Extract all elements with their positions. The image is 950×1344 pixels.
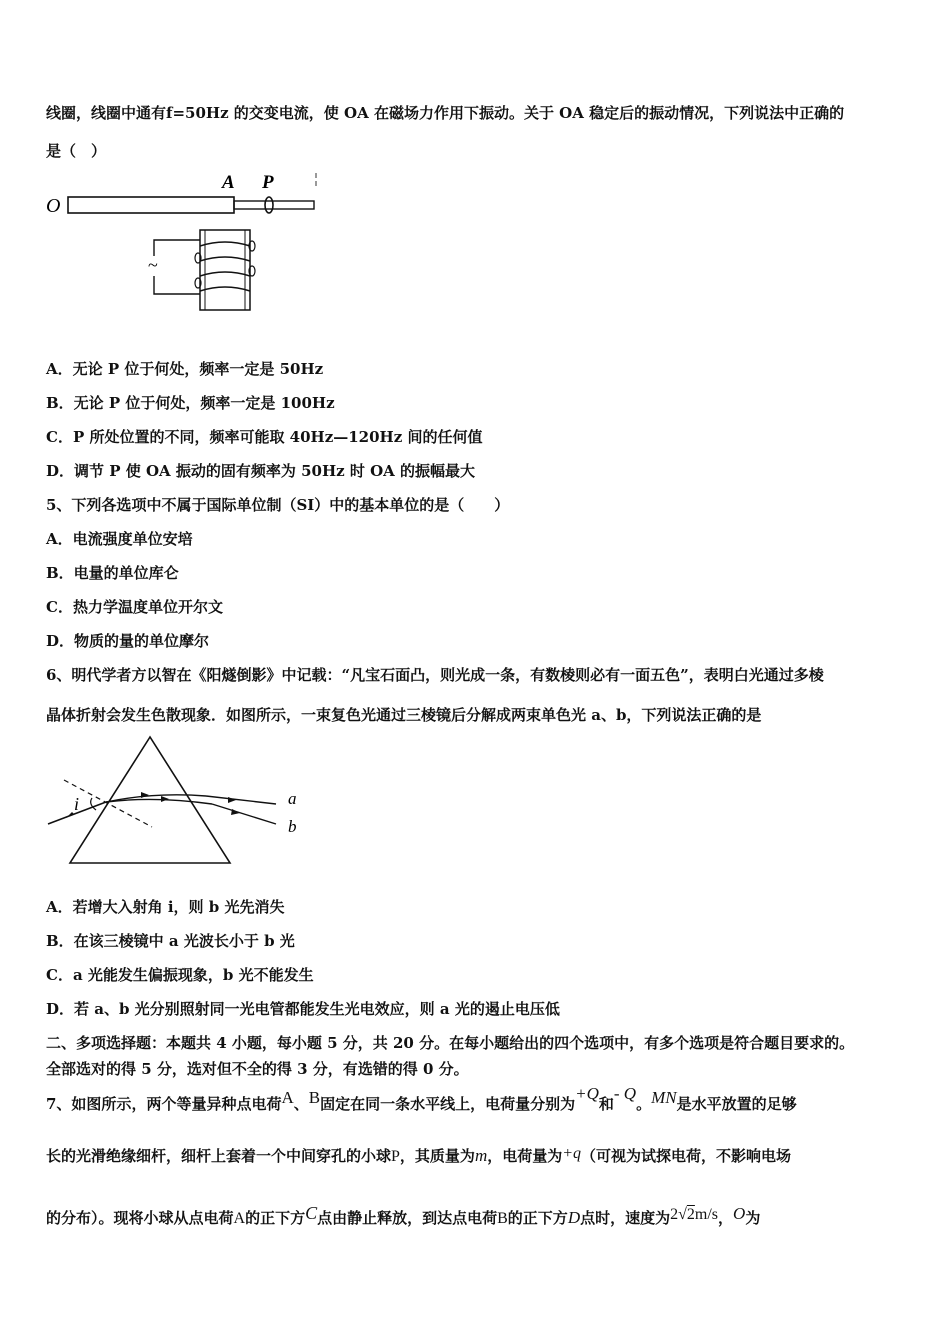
section2-line1: 二、多项选择题：本题共 4 小题，每小题 5 分，共 20 分。在每小题给出的四个选项中，有多个选项是符合题目要求的。 (46, 1034, 855, 1052)
q7-line1: 7、如图所示，两个等量异种点电荷A、B固定在同一条水平线上，电荷量分别为+Q和- Q。MN是水平放置的足够 (46, 1084, 797, 1113)
q4-stem-line1: 线圈，线圈中通有f=50Hz 的交变电流，使 OA 在磁场力作用下振动。关于 OA 稳定后的振动情况，下列说法中正确的 (46, 104, 845, 122)
rod-thin (234, 201, 314, 209)
label-a: a (288, 789, 297, 808)
label-A: A (222, 172, 235, 193)
rod-coil-figure (40, 168, 330, 318)
q6-option-a: A．若增大入射角 i，则 b 光先消失 (46, 898, 285, 916)
q5-stem: 5、下列各选项中不属于国际单位制（SI）中的基本单位的是（ ） (46, 496, 510, 514)
label-P: P (262, 172, 274, 193)
q4-option-c: C．P 所处位置的不同，频率可能取 40Hz—120Hz 间的任何值 (46, 428, 483, 446)
ray-b (212, 804, 276, 824)
q6-option-d: D．若 a、b 光分别照射同一光电管都能发生光电效应，则 a 光的遏止电压低 (46, 1000, 560, 1018)
ray-a (206, 796, 276, 804)
q5-option-d: D．物质的量的单位摩尔 (46, 632, 210, 650)
q6-stem-line2: 晶体折射会发生色散现象．如图所示，一束复色光通过三棱镜后分解成两束单色光 a、b，下列说法正确的是 (46, 706, 762, 724)
rod-OA (68, 197, 234, 213)
ring-P (265, 197, 273, 213)
q5-option-a: A．电流强度单位安培 (46, 530, 193, 548)
q4-option-a: A．无论 P 位于何处，频率一定是 50Hz (46, 360, 324, 378)
q6-option-b: B．在该三棱镜中 a 光波长小于 b 光 (46, 932, 295, 950)
section2-line2: 全部选对的得 5 分，选对但不全的得 3 分，有选错的得 0 分。 (46, 1060, 469, 1078)
q5-option-b: B．电量的单位库仑 (46, 564, 179, 582)
q6-stem-line1: 6、明代学者方以智在《阳燧倒影》中记载：“凡宝石面凸，则光成一条，有数棱则必有一面五色”，表明白光通过多棱 (46, 666, 824, 684)
q7-line2: 长的光滑绝缘细杆，细杆上套着一个中间穿孔的小球P，其质量为m，电荷量为+q（可视为试探电荷，不影响电场 (46, 1145, 792, 1165)
q4-option-d: D．调节 P 使 OA 振动的固有频率为 50Hz 时 OA 的振幅最大 (46, 462, 476, 480)
q4-stem-line2: 是（ ） (46, 142, 107, 160)
label-b: b (288, 817, 297, 836)
q5-option-c: C．热力学温度单位开尔文 (46, 598, 223, 616)
ac-source-symbol: ~ (148, 255, 158, 275)
q4-option-b: B．无论 P 位于何处，频率一定是 100Hz (46, 394, 335, 412)
speed-value: 2√2m/s (670, 1206, 719, 1223)
label-i: i (74, 794, 80, 814)
label-O: O (46, 195, 61, 217)
prism-figure (44, 732, 314, 872)
q7-line3: 的分布）。现将小球从点电荷A的正下方C点由静止释放，到达点电荷B的正下方D点时，速度为2√2m/s，O为 (46, 1203, 761, 1227)
q6-option-c: C．a 光能发生偏振现象，b 光不能发生 (46, 966, 314, 984)
